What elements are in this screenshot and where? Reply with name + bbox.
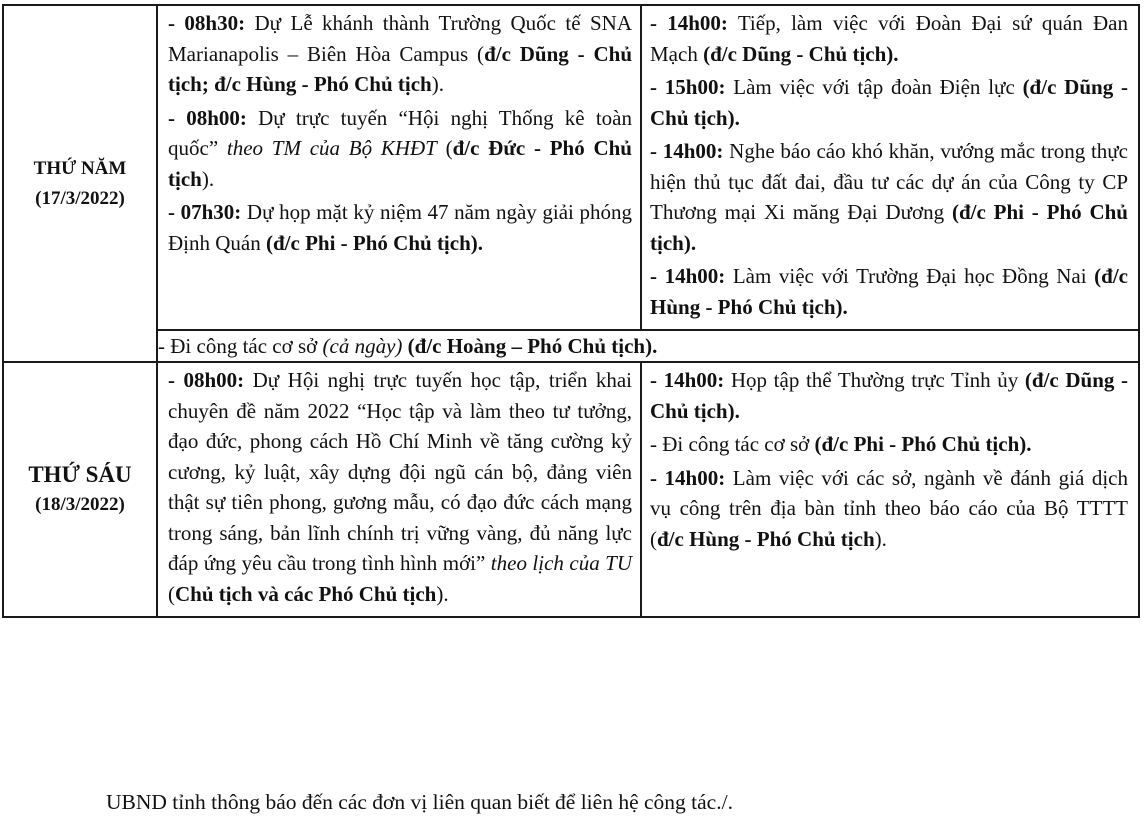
schedule-entry: - 08h00: Dự Hội nghị trực tuyến học tập, triển khai chuyên đề năm 2022 “Học tập và làm theo tư tưởng, đạo đức, phong cách Hồ Chí Minh về tăng cường kỷ cương, kỷ luật, xây dựng đội ngũ cán bộ, đảng viên thật sự tiên phong, gương mẫu, có đạo đức cách mạng trong sáng, bản lĩnh chính trị vững vàng, đủ năng lực đáp ứng yêu cầu trong tình hình mới” theo lịch của TU (Chủ tịch và các Phó Chủ tịch). [168, 368, 632, 606]
full-day-entry: - Đi công tác cơ sở (cả ngày) (đ/c Hoàng – Phó Chủ tịch). [157, 330, 1139, 362]
day-cell-friday [3, 362, 157, 617]
schedule-entry: - Đi công tác cơ sở (đ/c Phi - Phó Chủ tịch). [650, 432, 1032, 456]
schedule-entry: - 14h00: Nghe báo cáo khó khăn, vướng mắc trong thực hiện thủ tục đất đai, đầu tư các dự án của Công ty CP Thương mại Xi măng Đại Dương (đ/c Phi - Phó Chủ tịch). [650, 139, 1128, 255]
day-name: THỨ SÁU [28, 461, 132, 487]
schedule-row-thursday [3, 5, 1139, 330]
day-cell-thursday [3, 5, 157, 362]
afternoon-column [640, 6, 1138, 329]
schedule-entry: - 15h00: Làm việc với tập đoàn Điện lực (đ/c Dũng - Chủ tịch). [650, 75, 1128, 130]
schedule-entry: - 14h00: Làm việc với các sở, ngành về đánh giá dịch vụ công trên địa bàn tỉnh theo báo cáo của Bộ TTTT (đ/c Hùng - Phó Chủ tịch). [650, 465, 1128, 551]
schedule-row-thursday-fullday [3, 330, 1139, 362]
footer-note: UBND tỉnh thông báo đến các đơn vị liên quan biết để liên hệ công tác./. [106, 790, 733, 814]
content-cell-thursday [157, 5, 1139, 330]
schedule-entry: - 08h30: Dự Lễ khánh thành Trường Quốc tế SNA Marianapolis – Biên Hòa Campus (đ/c Dũng - Chủ tịch; đ/c Hùng - Phó Chủ tịch). [168, 11, 632, 96]
day-name: THỨ NĂM [33, 157, 127, 179]
schedule-table [2, 4, 1140, 618]
morning-column [158, 6, 640, 329]
schedule-entry: - 14h00: Làm việc với Trường Đại học Đồng Nai (đ/c Hùng - Phó Chủ tịch). [650, 264, 1128, 319]
day-date: (18/3/2022) [35, 493, 125, 515]
schedule-entry: - 14h00: Tiếp, làm việc với Đoàn Đại sứ quán Đan Mạch (đ/c Dũng - Chủ tịch). [650, 11, 1128, 66]
schedule-entry: - 14h00: Họp tập thể Thường trực Tỉnh ủy (đ/c Dũng - Chủ tịch). [650, 368, 1128, 423]
day-date: (17/3/2022) [35, 187, 125, 209]
schedule-entry: - 08h00: Dự trực tuyến “Hội nghị Thống kê toàn quốc” theo TM của Bộ KHĐT (đ/c Đức - Phó Chủ tịch). [168, 105, 632, 191]
schedule-entry: - 07h30: Dự họp mặt kỷ niệm 47 năm ngày giải phóng Định Quán (đ/c Phi - Phó Chủ tịch). [168, 200, 632, 255]
afternoon-column [640, 363, 1138, 616]
content-cell-friday [157, 362, 1139, 617]
morning-column [158, 363, 640, 616]
schedule-row-friday [3, 362, 1139, 617]
